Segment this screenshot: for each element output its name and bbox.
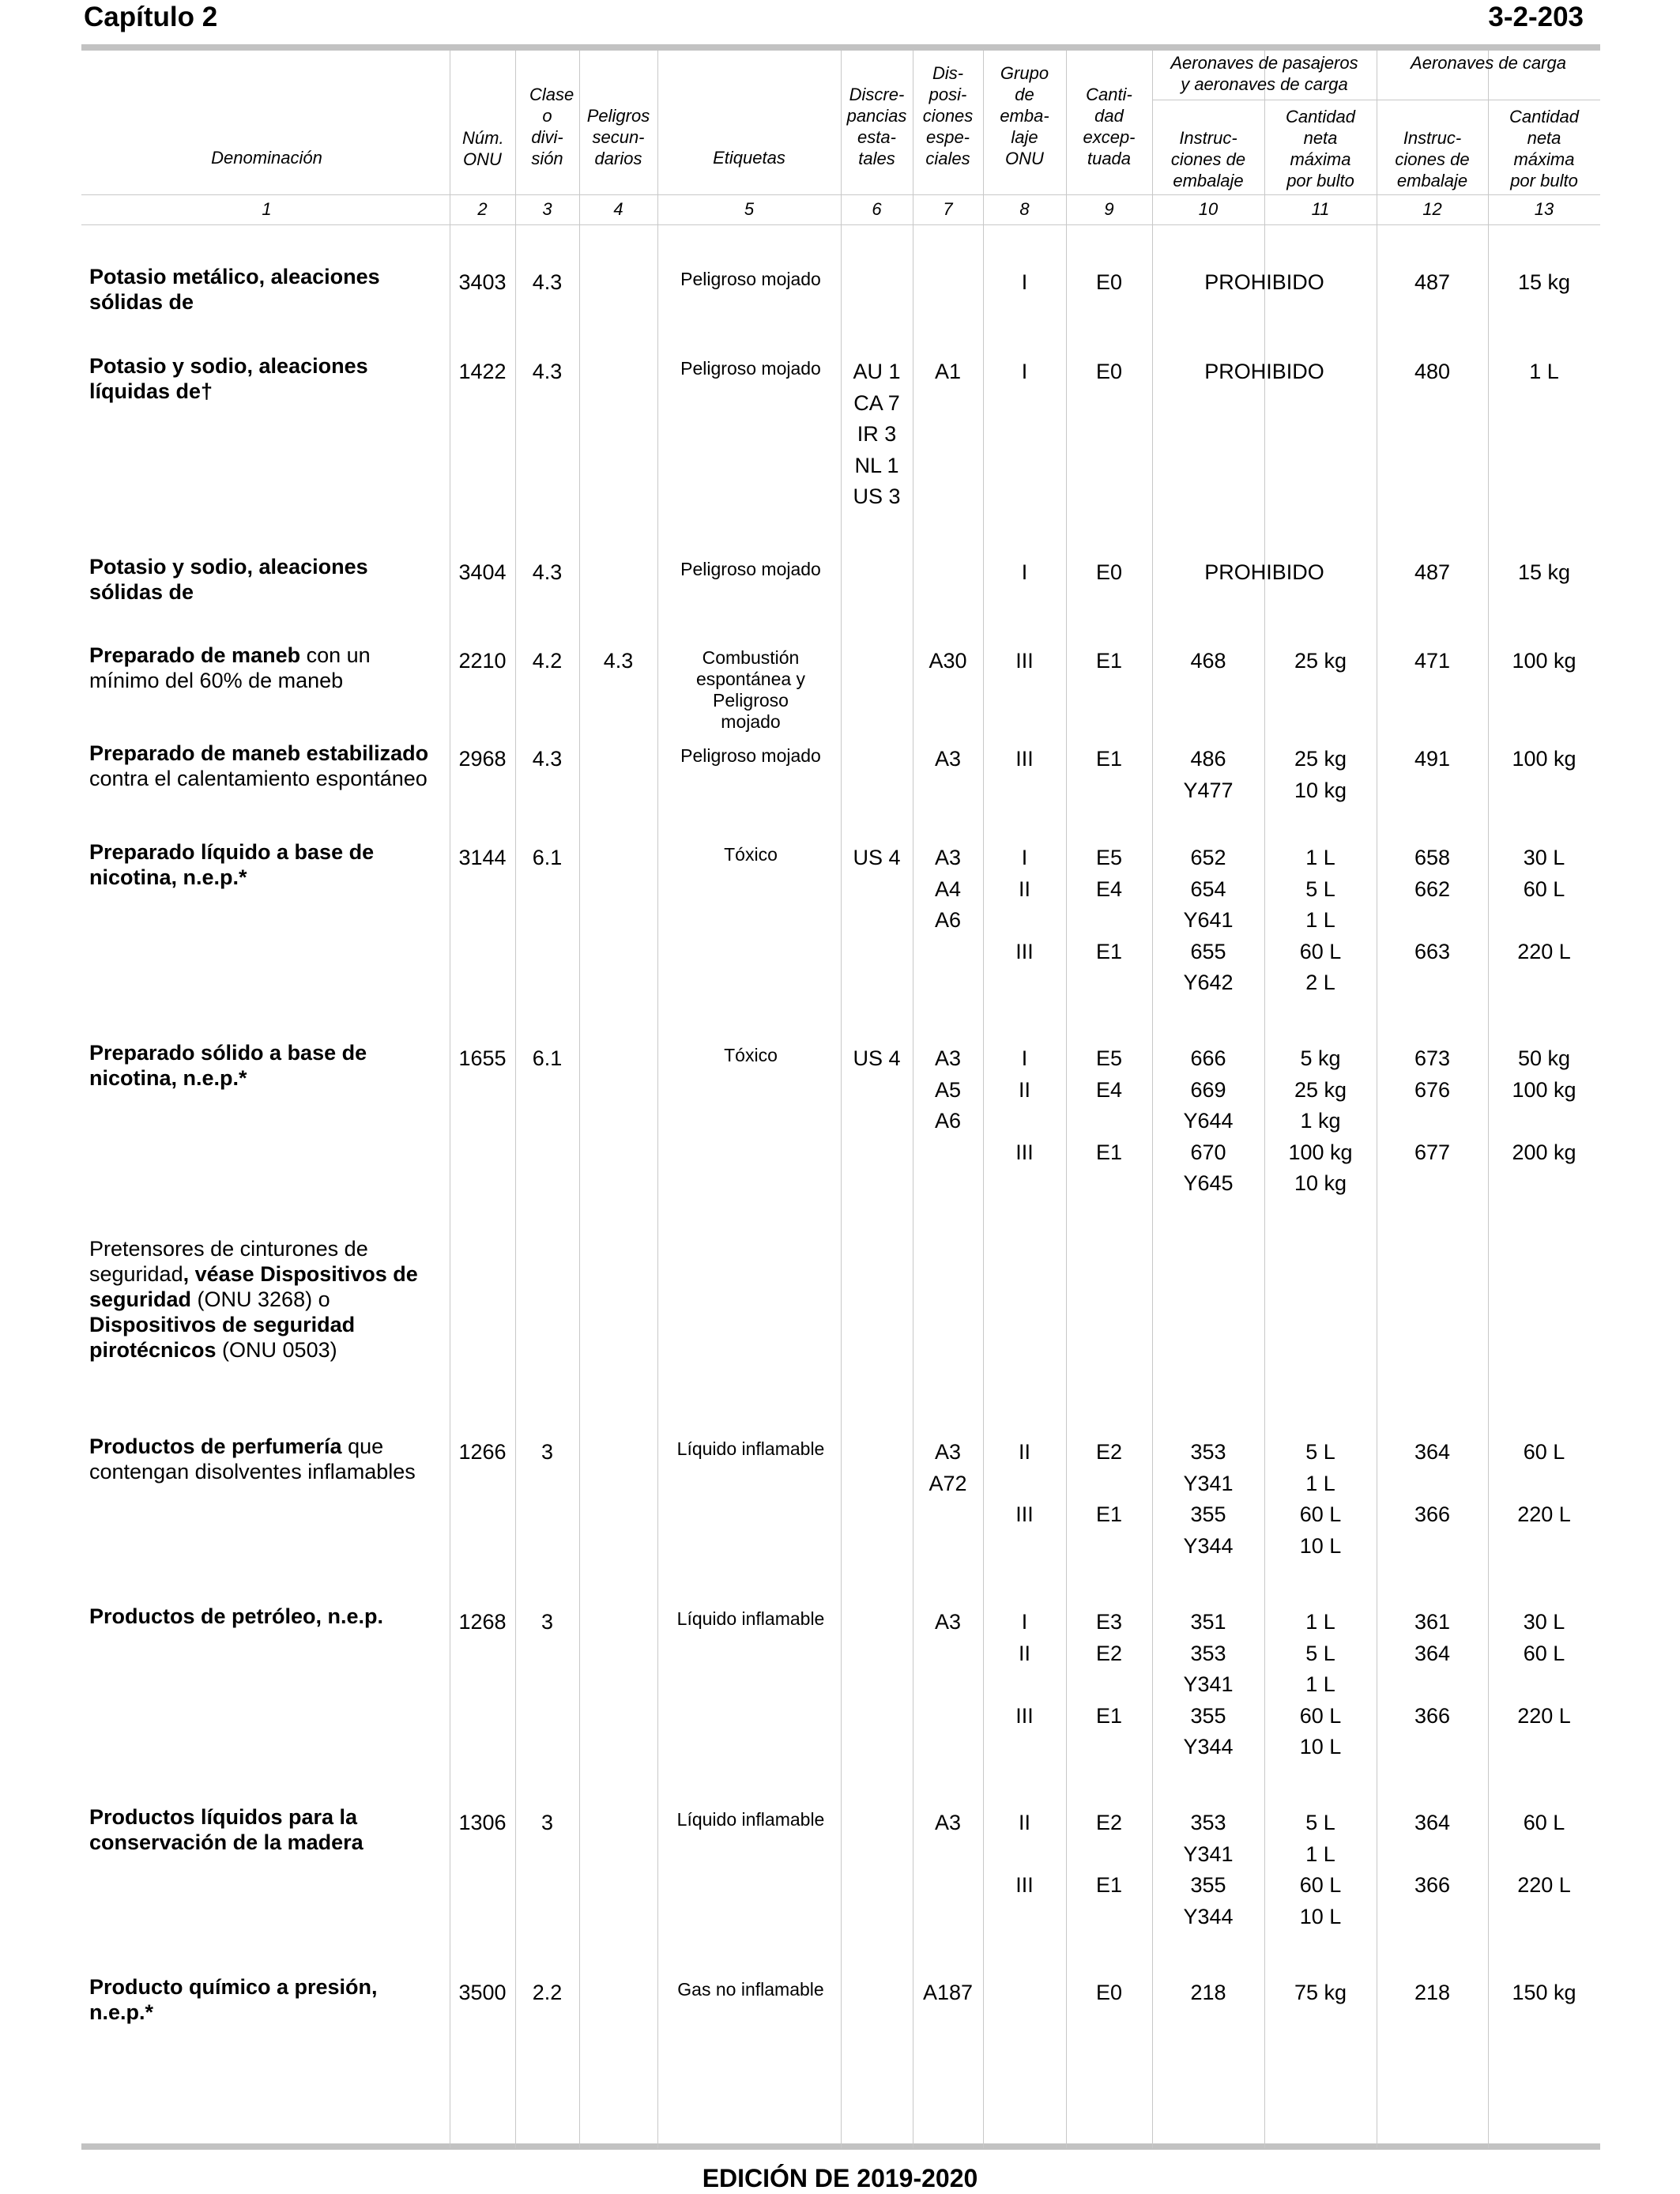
cantidad-exceptuada-cell: E0: [1095, 560, 1123, 584]
grupo-embalaje-cell: I: [1021, 1046, 1028, 1070]
instrucciones-pax-cell: Y344: [1183, 1735, 1234, 1759]
cantidad-pax-cell: 5 L: [1305, 1811, 1335, 1834]
cantidad-carga-cell: 60 L: [1523, 1440, 1565, 1464]
disposiciones-cell: A5: [934, 1077, 962, 1102]
cantidad-pax-cell: 1 L: [1305, 1471, 1335, 1495]
grupo-embalaje-cell: I: [1021, 560, 1028, 584]
disposiciones-cell: A3: [934, 1046, 962, 1070]
cantidad-exceptuada-cell: E0: [1095, 1981, 1123, 2004]
disposiciones-cell: A3: [934, 846, 962, 869]
header-denominacion: Denominación: [211, 148, 322, 168]
column-number: 8: [1019, 199, 1030, 219]
cantidad-carga-cell: 30 L: [1523, 846, 1565, 869]
instrucciones-carga-cell: 361: [1414, 1610, 1451, 1634]
header-cantidad-pax: Cantidad neta máxima por bulto: [1285, 107, 1356, 190]
column-number: 5: [744, 199, 755, 219]
instrucciones-carga-cell: 364: [1414, 1440, 1451, 1464]
onu-cell: 1268: [458, 1610, 507, 1634]
cantidad-carga-cell: 50 kg: [1517, 1046, 1571, 1070]
onu-cell: 1266: [458, 1440, 507, 1464]
disposiciones-cell: A4: [934, 876, 962, 901]
onu-cell: 2210: [458, 649, 507, 673]
cantidad-carga-cell: 220 L: [1517, 1502, 1571, 1526]
column-number: 7: [943, 199, 953, 219]
denominacion-cell: Preparado sólido a base de nicotina, n.e.p.*: [89, 1041, 367, 1090]
cantidad-pax-cell: 25 kg: [1294, 747, 1347, 771]
cantidad-exceptuada-cell: E1: [1095, 1502, 1123, 1526]
cantidad-pax-cell: 2 L: [1305, 971, 1335, 994]
denominacion-cell: Producto químico a presión, n.e.p.*: [89, 1975, 378, 2024]
column-divider: [657, 51, 658, 2148]
cantidad-exceptuada-cell: E5: [1095, 846, 1123, 869]
instrucciones-pax-cell: 353: [1190, 1440, 1226, 1464]
disposiciones-cell: A3: [934, 1440, 962, 1464]
grupo-embalaje-cell: III: [1015, 1140, 1034, 1164]
cantidad-pax-cell: 10 kg: [1294, 778, 1347, 802]
header-grupo-embalaje: Grupo de emba- laje ONU: [1000, 63, 1049, 168]
discrepancias-cell: US 3: [853, 484, 901, 508]
cantidad-exceptuada-cell: E1: [1095, 747, 1123, 771]
cantidad-carga-cell: 30 L: [1523, 1610, 1565, 1634]
number-row-line: [81, 224, 1600, 225]
cantidad-pax-cell: 1 L: [1305, 1610, 1335, 1634]
disposiciones-cell: A6: [934, 908, 962, 932]
column-divider: [579, 51, 580, 2148]
cantidad-pax-cell: 10 kg: [1294, 1171, 1347, 1195]
instrucciones-pax-cell: Y641: [1183, 908, 1234, 932]
cantidad-exceptuada-cell: E1: [1095, 649, 1123, 673]
etiqueta-cell: Gas no inflamable: [677, 1979, 824, 2000]
discrepancias-cell: US 4: [853, 846, 901, 869]
instrucciones-carga-cell: 658: [1414, 846, 1451, 869]
cantidad-pax-cell: 60 L: [1299, 1873, 1342, 1897]
column-number: 4: [613, 199, 623, 219]
instrucciones-pax-cell: 654: [1190, 876, 1226, 901]
onu-cell: 3144: [458, 846, 507, 869]
grupo-embalaje-cell: II: [1018, 876, 1030, 901]
clase-cell: 4.2: [532, 649, 563, 673]
instrucciones-pax-cell: 351: [1190, 1610, 1226, 1634]
grupo-embalaje-cell: III: [1015, 649, 1034, 673]
etiqueta-cell: Peligroso mojado: [680, 559, 821, 579]
grupo-embalaje-cell: III: [1015, 747, 1034, 771]
onu-cell: 1422: [458, 360, 507, 383]
header-disposiciones: Dis- posi- ciones espe- ciales: [922, 63, 974, 168]
grupo-embalaje-cell: III: [1015, 1502, 1034, 1526]
disposiciones-cell: A3: [934, 1610, 962, 1634]
header-aeronaves-carga: Aeronaves de carga: [1411, 53, 1566, 73]
cantidad-exceptuada-cell: E0: [1095, 270, 1123, 294]
cantidad-carga-cell: 150 kg: [1512, 1981, 1576, 2004]
instrucciones-pax-cell: Y645: [1183, 1171, 1234, 1195]
discrepancias-cell: US 4: [853, 1046, 901, 1070]
cantidad-exceptuada-cell: E1: [1095, 1140, 1123, 1164]
instrucciones-carga-cell: 673: [1414, 1046, 1451, 1070]
cantidad-pax-cell: 100 kg: [1288, 1140, 1353, 1164]
grupo-embalaje-cell: II: [1018, 1811, 1030, 1834]
instrucciones-carga-cell: 662: [1414, 876, 1451, 901]
cantidad-carga-cell: 200 kg: [1512, 1140, 1576, 1164]
instrucciones-carga-cell: 366: [1414, 1703, 1451, 1728]
denominacion-cell: Potasio metálico, aleaciones sólidas de: [89, 265, 380, 314]
clase-cell: 2.2: [532, 1981, 563, 2004]
etiqueta-cell: Peligroso mojado: [680, 269, 821, 289]
header-instrucciones-carga: Instruc- ciones de embalaje: [1395, 128, 1470, 190]
etiqueta-cell: Peligroso mojado: [680, 745, 821, 766]
cantidad-pax-cell: 10 L: [1299, 1904, 1342, 1928]
discrepancias-cell: NL 1: [854, 453, 899, 477]
disposiciones-cell: A1: [934, 360, 962, 383]
instrucciones-pax-cell: Y341: [1183, 1471, 1234, 1495]
onu-cell: 2968: [458, 747, 507, 771]
instrucciones-pax-cell: 666: [1190, 1046, 1226, 1070]
column-number: 13: [1534, 199, 1554, 219]
cantidad-pax-cell: 60 L: [1299, 1502, 1342, 1526]
secundario-cell: 4.3: [603, 649, 634, 673]
grupo-embalaje-cell: III: [1015, 939, 1034, 963]
denominacion-cell: Productos de petróleo, n.e.p.: [89, 1604, 384, 1628]
instrucciones-pax-cell: Y344: [1183, 1533, 1234, 1558]
cantidad-pax-cell: 75 kg: [1294, 1981, 1347, 2004]
etiqueta-cell: Tóxico: [724, 1045, 778, 1065]
grupo-embalaje-cell: II: [1018, 1641, 1030, 1665]
header-clase: Clase o divi- sión: [529, 85, 574, 168]
header-instrucciones-pax: Instruc- ciones de embalaje: [1170, 128, 1246, 190]
cantidad-carga-cell: 15 kg: [1517, 270, 1571, 294]
etiqueta-cell: Peligroso mojado: [680, 358, 821, 379]
cantidad-carga-cell: 1 L: [1529, 360, 1559, 383]
header-peligros-secundarios: Peligros secun- darios: [586, 106, 650, 168]
cantidad-carga-cell: 220 L: [1517, 939, 1571, 963]
instrucciones-pax-cell: 669: [1190, 1077, 1226, 1102]
instrucciones-pax-cell: Y344: [1183, 1904, 1234, 1928]
instrucciones-carga-cell: 366: [1414, 1873, 1451, 1897]
header-cantidad-exceptuada: Canti- dad excep- tuada: [1083, 85, 1136, 168]
instrucciones-pax-cell: 652: [1190, 846, 1226, 869]
header-etiquetas: Etiquetas: [713, 148, 785, 168]
onu-cell: 1306: [458, 1811, 507, 1834]
instrucciones-pax-cell: 355: [1190, 1703, 1226, 1728]
cantidad-exceptuada-cell: E5: [1095, 1046, 1123, 1070]
header-bottom-line: [81, 194, 1600, 195]
cantidad-carga-cell: 220 L: [1517, 1873, 1571, 1897]
clase-cell: 6.1: [532, 1046, 563, 1070]
column-number: 10: [1198, 199, 1219, 219]
header-cantidad-carga: Cantidad neta máxima por bulto: [1509, 107, 1580, 190]
header-num-onu: Núm. ONU: [462, 128, 504, 169]
onu-cell: 3404: [458, 560, 507, 584]
disposiciones-cell: A6: [934, 1109, 962, 1133]
cantidad-carga-cell: 15 kg: [1517, 560, 1571, 584]
cantidad-pax-cell: 25 kg: [1294, 1077, 1347, 1102]
instrucciones-carga-cell: 480: [1414, 360, 1451, 383]
column-number: 6: [872, 199, 882, 219]
column-number: 11: [1311, 199, 1330, 219]
cantidad-pax-cell: 10 L: [1299, 1533, 1342, 1558]
cantidad-pax-cell: 1 L: [1305, 846, 1335, 869]
instrucciones-carga-cell: 487: [1414, 560, 1451, 584]
cantidad-pax-cell: 1 L: [1305, 1842, 1335, 1866]
instrucciones-pax-cell: 353: [1190, 1641, 1226, 1665]
instrucciones-pax-cell: 218: [1190, 1981, 1226, 2004]
instrucciones-carga-cell: 218: [1414, 1981, 1451, 2004]
top-rule: [81, 44, 1600, 51]
disposiciones-cell: A30: [929, 649, 967, 673]
denominacion-cell: Preparado de maneb estabilizado contra el calentamiento espontáneo: [89, 741, 429, 790]
cantidad-carga-cell: 100 kg: [1512, 649, 1576, 673]
denominacion-cell: Pretensores de cinturones de seguridad, véase Dispositivos de seguridad (ONU 3268) o Dispositivos de seguridad pirotécnicos (ONU 0503): [89, 1237, 418, 1362]
cantidad-pax-cell: 5 L: [1305, 876, 1335, 901]
cantidad-carga-cell: 60 L: [1523, 1641, 1565, 1665]
column-number: 2: [477, 199, 488, 219]
cantidad-pax-cell: 1 L: [1305, 1672, 1335, 1696]
cantidad-carga-cell: 60 L: [1523, 1811, 1565, 1834]
cantidad-carga-cell: 100 kg: [1512, 747, 1576, 771]
denominacion-cell: Potasio y sodio, aleaciones sólidas de: [89, 555, 368, 604]
instrucciones-pax-cell: 353: [1190, 1811, 1226, 1834]
edition-footer: EDICIÓN DE 2019-2020: [702, 2164, 978, 2192]
clase-cell: 3: [541, 1440, 554, 1464]
clase-cell: 6.1: [532, 846, 563, 869]
disposiciones-cell: A187: [922, 1981, 974, 2004]
etiqueta-cell: Líquido inflamable: [676, 1608, 825, 1629]
instrucciones-carga-cell: 487: [1414, 270, 1451, 294]
denominacion-cell: Preparado líquido a base de nicotina, n.e.p.*: [89, 840, 375, 889]
instrucciones-carga-cell: 364: [1414, 1641, 1451, 1665]
instrucciones-pax-cell: Y477: [1183, 778, 1234, 802]
discrepancias-cell: CA 7: [853, 390, 900, 415]
instrucciones-carga-cell: 366: [1414, 1502, 1451, 1526]
instrucciones-pax-cell: Y341: [1183, 1842, 1234, 1866]
prohibido-cell: PROHIBIDO: [1204, 360, 1324, 383]
instrucciones-carga-cell: 676: [1414, 1077, 1451, 1102]
disposiciones-cell: A3: [934, 1811, 962, 1834]
cantidad-pax-cell: 60 L: [1299, 939, 1342, 963]
cantidad-pax-cell: 5 kg: [1300, 1046, 1341, 1070]
etiqueta-cell: Líquido inflamable: [676, 1809, 825, 1830]
clase-cell: 3: [541, 1811, 554, 1834]
instrucciones-pax-cell: 468: [1190, 649, 1226, 673]
instrucciones-pax-cell: 670: [1190, 1140, 1226, 1164]
chapter-title: Capítulo 2: [84, 2, 218, 32]
clase-cell: 4.3: [532, 747, 563, 771]
cantidad-exceptuada-cell: E1: [1095, 939, 1123, 963]
cantidad-pax-cell: 1 kg: [1300, 1109, 1341, 1133]
etiqueta-cell: Combustión espontánea y Peligroso mojado: [695, 647, 806, 732]
cantidad-pax-cell: 5 L: [1305, 1641, 1335, 1665]
instrucciones-carga-cell: 677: [1414, 1140, 1451, 1164]
denominacion-cell: Productos de perfumería que contengan disolventes inflamables: [89, 1434, 416, 1483]
instrucciones-carga-cell: 471: [1414, 649, 1451, 673]
instrucciones-pax-cell: 355: [1190, 1873, 1226, 1897]
discrepancias-cell: AU 1: [853, 360, 901, 383]
cantidad-exceptuada-cell: E4: [1095, 1077, 1123, 1102]
prohibido-cell: PROHIBIDO: [1204, 560, 1324, 584]
clase-cell: 3: [541, 1610, 554, 1634]
header-pasajeros-carga: Aeronaves de pasajeros y aeronaves de carga: [1170, 53, 1358, 94]
clase-cell: 4.3: [532, 360, 563, 383]
clase-cell: 4.3: [532, 560, 563, 584]
instrucciones-carga-cell: 364: [1414, 1811, 1451, 1834]
grupo-embalaje-cell: I: [1021, 270, 1028, 294]
denominacion-cell: Productos líquidos para la conservación de la madera: [89, 1805, 363, 1854]
cantidad-exceptuada-cell: E2: [1095, 1811, 1123, 1834]
cantidad-exceptuada-cell: E4: [1095, 876, 1123, 901]
denominacion-cell: Preparado de maneb con un mínimo del 60% de maneb: [89, 643, 371, 692]
cantidad-pax-cell: 1 L: [1305, 908, 1335, 932]
cantidad-pax-cell: 60 L: [1299, 1703, 1342, 1728]
header-discrepancias: Discre- pancias esta- tales: [846, 85, 907, 168]
etiqueta-cell: Tóxico: [724, 844, 778, 865]
cantidad-carga-cell: 100 kg: [1512, 1077, 1576, 1102]
grupo-embalaje-cell: III: [1015, 1703, 1034, 1728]
grupo-embalaje-cell: II: [1018, 1077, 1030, 1102]
cantidad-exceptuada-cell: E3: [1095, 1610, 1123, 1634]
instrucciones-pax-cell: 355: [1190, 1502, 1226, 1526]
cantidad-exceptuada-cell: E0: [1095, 360, 1123, 383]
cantidad-carga-cell: 220 L: [1517, 1703, 1571, 1728]
column-number: 3: [542, 199, 552, 219]
column-number: 12: [1422, 199, 1442, 219]
cantidad-pax-cell: 10 L: [1299, 1735, 1342, 1759]
column-number: 1: [262, 199, 272, 219]
instrucciones-pax-cell: Y644: [1183, 1109, 1234, 1133]
cantidad-exceptuada-cell: E2: [1095, 1641, 1123, 1665]
instrucciones-carga-cell: 491: [1414, 747, 1451, 771]
denominacion-cell: Potasio y sodio, aleaciones líquidas de†: [89, 354, 368, 403]
cantidad-pax-cell: 5 L: [1305, 1440, 1335, 1464]
etiqueta-cell: Líquido inflamable: [676, 1438, 825, 1459]
clase-cell: 4.3: [532, 270, 563, 294]
grupo-embalaje-cell: I: [1021, 1610, 1028, 1634]
instrucciones-pax-cell: Y642: [1183, 971, 1234, 994]
discrepancias-cell: IR 3: [857, 422, 897, 446]
grupo-embalaje-cell: I: [1021, 846, 1028, 869]
cantidad-exceptuada-cell: E1: [1095, 1703, 1123, 1728]
disposiciones-cell: A3: [934, 747, 962, 771]
instrucciones-pax-cell: 486: [1190, 747, 1226, 771]
onu-cell: 1655: [458, 1046, 507, 1070]
instrucciones-carga-cell: 663: [1414, 939, 1451, 963]
onu-cell: 3403: [458, 270, 507, 294]
instrucciones-pax-cell: 655: [1190, 939, 1226, 963]
column-number: 9: [1104, 199, 1114, 219]
page-number: 3-2-203: [1488, 2, 1584, 32]
cantidad-pax-cell: 25 kg: [1294, 649, 1347, 673]
instrucciones-pax-cell: Y341: [1183, 1672, 1234, 1696]
disposiciones-cell: A72: [929, 1471, 967, 1495]
cantidad-exceptuada-cell: E2: [1095, 1440, 1123, 1464]
cantidad-exceptuada-cell: E1: [1095, 1873, 1123, 1897]
cantidad-carga-cell: 60 L: [1523, 876, 1565, 901]
grupo-embalaje-cell: II: [1018, 1440, 1030, 1464]
grupo-embalaje-cell: I: [1021, 360, 1028, 383]
prohibido-cell: PROHIBIDO: [1204, 270, 1324, 294]
grupo-embalaje-cell: III: [1015, 1873, 1034, 1897]
onu-cell: 3500: [458, 1981, 507, 2004]
